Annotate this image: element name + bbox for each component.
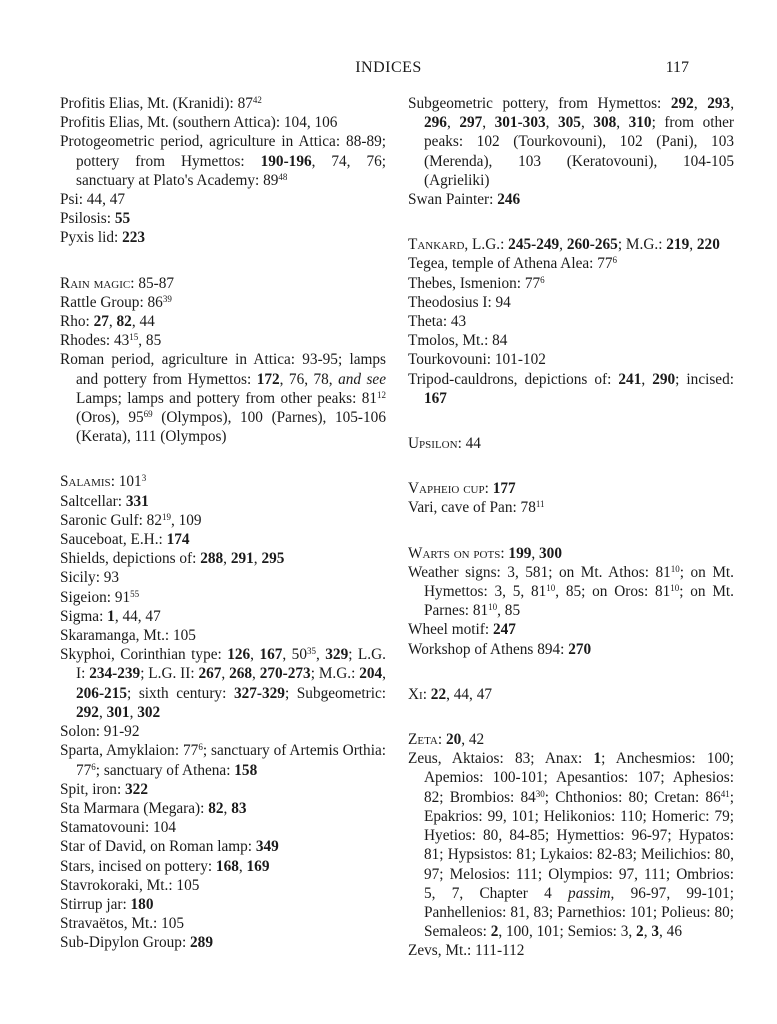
page-ref-bold: 190-196 — [260, 152, 312, 170]
index-entry — [60, 274, 386, 293]
footnote-ref: 10 — [488, 602, 498, 613]
entry-text: Stirrup jar: — [60, 895, 131, 913]
page-ref-bold: 167 — [424, 389, 447, 407]
entry-text: Sta Marmara (Megara): — [60, 799, 209, 817]
entry-text: Zevs, Mt.: 111-112 — [408, 942, 525, 960]
index-entry — [408, 254, 734, 273]
entry-text: , — [482, 114, 495, 132]
page-ref-bold: 83 — [231, 799, 247, 817]
entry-text: : — [484, 480, 493, 498]
entry-text: , — [730, 95, 735, 112]
entry-text: (Olympos), 100 (Parnes), 105-106 (Kerata), 111 (Olympos) — [76, 409, 386, 446]
entry-text: , — [98, 703, 107, 721]
entry-text: ; sixth century: — [127, 684, 234, 702]
entry-text: Skaramanga, Mt.: 105 — [60, 627, 196, 645]
footnote-ref: 30 — [535, 788, 545, 799]
index-entry — [60, 933, 386, 952]
index-entry — [60, 741, 386, 779]
page-ref-bold: 290 — [652, 370, 676, 388]
page-header — [0, 58, 777, 80]
entry-text: Protogeometric period, agriculture in Attica: 88-89; pottery from Hymettos: — [60, 133, 386, 170]
entry-text: , 44, 47 — [114, 607, 161, 625]
index-heading: Upsilon — [408, 435, 458, 453]
entry-text: Lamps; lamps and pottery from other peaks: 81 — [76, 389, 377, 407]
page-ref-bold: 168 — [215, 857, 239, 875]
page-ref-bold: 241 — [618, 370, 642, 388]
page-ref-bold: 126 — [227, 646, 251, 664]
index-entry — [408, 434, 734, 453]
page-ref-bold: 167 — [259, 646, 283, 664]
page-ref-bold: 199 — [508, 544, 532, 562]
entry-text: , 42 — [461, 731, 485, 749]
page-ref-bold: 268 — [229, 665, 253, 683]
entry-text: Subgeometric pottery, from Hymettos: — [408, 95, 671, 112]
index-entry — [60, 492, 386, 511]
index-heading: Xi — [408, 685, 423, 703]
index-entry — [408, 640, 734, 659]
index-entry — [60, 607, 386, 626]
entry-text: Zeus, Aktaios: 83; Anax: — [408, 750, 594, 768]
entry-text: Thebes, Ismenion: 77 — [408, 274, 541, 292]
page-ref-bold: 206-215 — [76, 684, 127, 702]
index-heading: Salamis — [60, 473, 111, 491]
entry-text: , — [693, 95, 708, 112]
entry-text: ; Subgeometric: — [284, 684, 387, 702]
entry-text: Sicily: 93 — [60, 569, 120, 587]
entry-text: , — [531, 544, 540, 562]
page-ref-bold: 3 — [651, 923, 660, 941]
entry-text: , — [238, 857, 247, 875]
page-ref-bold: 327-329 — [233, 684, 285, 702]
index-entry — [60, 331, 386, 350]
footnote-ref: 10 — [670, 563, 680, 574]
index-entry — [408, 498, 734, 517]
index-entry — [408, 479, 734, 498]
entry-text: Spit, iron: — [60, 780, 126, 798]
entry-text: Shields, depictions of: — [60, 550, 201, 568]
page-ref-bold: 305 — [557, 114, 581, 132]
index-entry — [60, 799, 386, 818]
footnote-ref: 11 — [535, 499, 545, 510]
footnote-ref: 48 — [278, 171, 288, 182]
index-entry — [408, 730, 734, 749]
page-ref-bold: 329 — [325, 646, 349, 664]
index-entry — [60, 549, 386, 568]
index-entry — [60, 209, 386, 228]
footnote-ref: 35 — [306, 646, 316, 657]
index-entry — [60, 857, 386, 876]
entry-text: Rhodes: 43 — [60, 332, 130, 350]
page-ref-bold: 219 — [666, 236, 690, 254]
index-entry — [408, 544, 734, 563]
letter-group-gap — [408, 659, 734, 685]
entry-text: Tmolos, Mt.: 84 — [408, 332, 508, 350]
entry-text: ; sanctuary of Artemis Orthia: 77 — [76, 742, 386, 779]
index-entry — [408, 620, 734, 639]
entry-text: , 44, 47 — [446, 685, 492, 703]
entry-text: , 109 — [170, 511, 202, 529]
entry-text: , — [253, 550, 262, 568]
index-entry — [408, 190, 734, 209]
entry-text: Theodosius I: 94 — [408, 293, 511, 311]
page-ref-bold: 301-303 — [494, 114, 546, 132]
index-entry — [408, 235, 734, 254]
entry-text: ; sanctuary of Athena: — [95, 761, 235, 779]
page-ref-bold: 292 — [76, 703, 99, 721]
index-heading: Rain magic — [60, 274, 131, 292]
entry-text: , 96-97, 99-101; Panhellenios: 81, 83; Parnethios: 101; Polieus: 80; Semaleos: — [424, 884, 734, 941]
page-ref-bold: 331 — [125, 492, 149, 510]
page-ref-bold: 297 — [459, 114, 483, 132]
page-ref-bold: 295 — [261, 550, 285, 568]
entry-text: Sigeion: 91 — [60, 588, 131, 606]
page-ref-bold: 55 — [114, 210, 131, 228]
index-entry — [60, 645, 386, 722]
entry-text: Stavrokoraki, Mt.: 105 — [60, 876, 200, 894]
page-number: 117 — [665, 59, 689, 76]
index-entry — [408, 749, 734, 941]
page-ref-bold: 300 — [539, 544, 562, 562]
entry-text: ; L.G. I: — [76, 646, 386, 683]
index-entry — [408, 941, 734, 960]
entry-text: Psilosis: — [60, 210, 115, 228]
italic-text: and see — [338, 370, 386, 388]
entry-text: Sauceboat, E.H.: — [60, 531, 167, 549]
footnote-ref: 42 — [252, 95, 262, 105]
footnote-ref: 55 — [130, 588, 140, 599]
entry-text: : 44 — [457, 435, 481, 453]
letter-group-gap — [60, 248, 386, 274]
page-ref-bold: 180 — [130, 895, 154, 913]
entry-text: , — [108, 313, 117, 331]
entry-text: , 85; on Oros: 81 — [555, 583, 671, 601]
page-ref-bold: 247 — [492, 621, 516, 639]
page-ref-bold: 2 — [636, 923, 644, 941]
footnote-ref: 15 — [129, 332, 139, 343]
entry-text: , L.G.: — [464, 236, 509, 254]
entry-text: ; on Mt. Hymettos: 3, 5, 81 — [424, 563, 734, 601]
page-ref-bold: 27 — [93, 313, 109, 331]
page-ref-bold: 302 — [137, 703, 161, 721]
entry-text: Wheel motif: — [408, 621, 493, 639]
index-entry — [60, 914, 386, 933]
footnote-ref: 41 — [720, 788, 730, 799]
page-ref-bold: 246 — [497, 191, 521, 209]
page-ref-bold: 292 — [670, 95, 694, 112]
entry-text: Theta: 43 — [408, 313, 467, 331]
entry-text: Star of David, on Roman lamp: — [60, 838, 256, 856]
entry-text: Tripod-cauldrons, depictions of: — [408, 370, 619, 388]
index-entry — [60, 350, 386, 446]
entry-text: Rattle Group: 86 — [60, 293, 163, 311]
entry-text: , — [580, 114, 594, 132]
index-entry — [60, 132, 386, 190]
index-entry — [60, 228, 386, 247]
entry-text: , — [641, 370, 653, 388]
index-entry — [60, 895, 386, 914]
entry-text: Pyxis lid: — [60, 229, 123, 247]
entry-text: , — [129, 703, 138, 721]
footnote-ref: 10 — [546, 583, 556, 594]
index-heading: Zeta — [408, 731, 438, 749]
index-entry — [60, 190, 386, 209]
index-entry — [60, 626, 386, 645]
entry-text: ; M.G.: — [617, 236, 667, 254]
entry-text: , — [689, 236, 697, 254]
letter-group-gap — [408, 408, 734, 434]
entry-text: Vari, cave of Pan: 78 — [408, 499, 536, 517]
entry-text: , — [616, 114, 629, 132]
entry-text: , 76, 78, — [279, 370, 339, 388]
page-ref-bold: 20 — [445, 731, 462, 749]
index-entry — [60, 511, 386, 530]
entry-text: , — [221, 665, 230, 683]
footnote-ref: 6 — [198, 742, 203, 753]
footnote-ref: 6 — [612, 255, 618, 266]
page-ref-bold: 270-273 — [259, 665, 311, 683]
entry-text: ; Anchesmios: 100; Apemios: 100-101; Apesantios: 107; Aphesios: 82; Brombios: 84 — [424, 750, 735, 806]
index-column-left — [60, 94, 386, 953]
page-ref-bold: 234-239 — [89, 665, 141, 683]
letter-group-gap — [60, 446, 386, 472]
entry-text: : — [500, 544, 509, 562]
index-entry — [60, 312, 386, 331]
footnote-ref: 39 — [162, 293, 172, 304]
page-ref-bold: 1 — [107, 607, 115, 625]
letter-group-gap — [408, 453, 734, 479]
entry-text: Skyphoi, Corinthian type: — [60, 646, 228, 664]
entry-text: Tegea, temple of Athena Alea: 77 — [408, 255, 613, 273]
footnote-ref: 12 — [377, 389, 386, 400]
page-ref-bold: 291 — [230, 550, 254, 568]
index-entry — [408, 312, 734, 331]
index-entry — [408, 563, 734, 621]
footnote-ref: 19 — [161, 511, 171, 522]
index-entry — [408, 293, 734, 312]
index-entry — [60, 876, 386, 895]
page-ref-bold: 82 — [116, 313, 132, 331]
entry-text: Sparta, Amyklaion: 77 — [60, 742, 199, 760]
entry-text: , — [250, 646, 260, 664]
entry-text: , — [223, 799, 232, 817]
index-entry — [408, 370, 734, 408]
entry-text: Sigma: — [60, 607, 108, 625]
page-ref-bold: 172 — [256, 370, 280, 388]
entry-text: Swan Painter: — [408, 191, 498, 209]
entry-text: , 44 — [131, 313, 155, 331]
index-entry — [60, 472, 386, 491]
page-ref-bold: 223 — [122, 229, 146, 247]
page-ref-bold: 301 — [106, 703, 130, 721]
page-ref-bold: 293 — [707, 95, 731, 112]
entry-text: ; incised: — [675, 370, 734, 388]
entry-text: : — [437, 731, 446, 749]
entry-text: Psi: 44, 47 — [60, 191, 126, 209]
italic-text: passim — [568, 884, 611, 902]
index-entry — [60, 837, 386, 856]
letter-group-gap — [408, 209, 734, 235]
footnote-ref: 6 — [91, 761, 96, 772]
page-ref-bold: 158 — [234, 761, 258, 779]
footnote-ref: 3 — [141, 473, 147, 484]
running-title: INDICES — [355, 59, 422, 76]
page-ref-bold: 1 — [593, 750, 602, 768]
page-ref-bold: 296 — [424, 114, 447, 132]
index-entry — [60, 588, 386, 607]
entry-text: , — [446, 114, 460, 132]
index-entry — [60, 530, 386, 549]
page-ref-bold: 349 — [255, 838, 279, 856]
entry-text: Rho: — [60, 313, 94, 331]
page-ref-bold: 2 — [490, 923, 499, 941]
page-ref-bold: 322 — [125, 780, 148, 798]
letter-group-gap — [408, 518, 734, 544]
page-ref-bold: 220 — [696, 236, 720, 254]
entry-text: , — [252, 665, 260, 683]
entry-text: Stars, incised on pottery: — [60, 857, 216, 875]
entry-text: , 85 — [138, 332, 162, 350]
entry-text: , 46 — [659, 923, 682, 941]
entry-text: Profitis Elias, Mt. (Kranidi): 87 — [60, 95, 253, 112]
index-entry — [60, 293, 386, 312]
index-heading: Tankard — [408, 236, 465, 254]
entry-text: , 50 — [282, 646, 307, 664]
index-heading: Warts on pots — [408, 544, 501, 562]
entry-text: : — [422, 685, 431, 703]
entry-text: Solon: 91-92 — [60, 723, 140, 741]
entry-text: : 101 — [110, 473, 142, 491]
page-ref-bold: 177 — [492, 480, 516, 498]
entry-text: , — [223, 550, 231, 568]
entry-text: ; Epakrios: 99, 101; Helikonios: 110; Homeric: 79; Hyetios: 80, 84-85; Hymettios: 96-97; Hypatos: 81; Hypsistos: 81; Lykaios: 82-83; Meilichios: 80, 97; Melosios: 111; Olympios: 97, 111; Ombrios: 5, 7, Chapter 4 — [424, 788, 734, 902]
entry-text: Sub-Dipylon Group: — [60, 934, 191, 952]
entry-text: , 74, 76; sanctuary at Plato's Academy: 89 — [76, 152, 386, 189]
entry-text: , 85 — [497, 602, 521, 620]
index-entry — [60, 568, 386, 587]
entry-text: ; from other peaks: 102 (Tourkovouni), 102 (Pani), 103 (Merenda), 103 (Keratovouni), 104-105 (Agrieliki) — [424, 114, 735, 189]
entry-text: Weather signs: 3, 581; on Mt. Athos: 81 — [408, 563, 671, 581]
page-ref-bold: 22 — [430, 685, 447, 703]
page-ref-bold: 169 — [246, 857, 270, 875]
index-entry — [408, 94, 734, 190]
page-ref-bold: 270 — [568, 640, 592, 658]
entry-text: Stravaëtos, Mt.: 105 — [60, 915, 185, 933]
page-ref-bold: 288 — [200, 550, 224, 568]
index-entry — [60, 113, 386, 132]
page-ref-bold: 82 — [208, 799, 224, 817]
index-entry — [60, 94, 386, 113]
page-ref-bold: 204 — [359, 665, 383, 683]
page-ref-bold: 245-249 — [508, 236, 560, 254]
entry-text: , 100, 101; Semios: 3, — [498, 923, 637, 941]
index-entry — [408, 274, 734, 293]
entry-text: , — [545, 114, 558, 132]
index-entry — [60, 818, 386, 837]
entry-text: ; on Mt. Parnes: 81 — [424, 583, 735, 620]
entry-text: Saronic Gulf: 82 — [60, 511, 162, 529]
footnote-ref: 10 — [670, 583, 680, 594]
index-entry — [60, 780, 386, 799]
entry-text: Tourkovouni: 101-102 — [408, 351, 546, 369]
page-ref-bold: 310 — [628, 114, 652, 132]
footnote-ref: 69 — [143, 409, 153, 420]
page-ref-bold: 289 — [190, 934, 213, 952]
entry-text: ; L.G. II: — [140, 665, 199, 683]
entry-text: : 85-87 — [130, 274, 175, 292]
entry-text: ; Chthonios: 80; Cretan: 86 — [544, 788, 721, 806]
entry-text: ; M.G.: — [310, 665, 360, 683]
entry-text: Workshop of Athens 894: — [408, 640, 569, 658]
entry-text: Stamatovouni: 104 — [60, 819, 176, 837]
entry-text: Saltcellar: — [60, 492, 126, 510]
page-ref-bold: 267 — [198, 665, 222, 683]
entry-text: (Oros), 95 — [76, 409, 144, 427]
footnote-ref: 6 — [540, 274, 545, 285]
index-entry — [408, 350, 734, 369]
entry-text: Profitis Elias, Mt. (southern Attica): 104, 106 — [60, 114, 338, 132]
entry-text: Roman period, agriculture in Attica: 93-95; lamps and pottery from Hymettos: — [60, 351, 386, 388]
index-entry — [408, 685, 734, 704]
index-heading: Vapheio cup — [408, 480, 485, 498]
index-column-right — [408, 94, 734, 961]
index-entry — [408, 331, 734, 350]
page-ref-bold: 260-265 — [566, 236, 618, 254]
index-entry — [60, 722, 386, 741]
entry-text: , — [643, 923, 652, 941]
page-ref-bold: 308 — [593, 114, 617, 132]
entry-text: , — [559, 236, 567, 254]
entry-text: , — [382, 665, 386, 683]
page-ref-bold: 174 — [166, 531, 190, 549]
letter-group-gap — [408, 704, 734, 730]
entry-text: , — [315, 646, 326, 664]
